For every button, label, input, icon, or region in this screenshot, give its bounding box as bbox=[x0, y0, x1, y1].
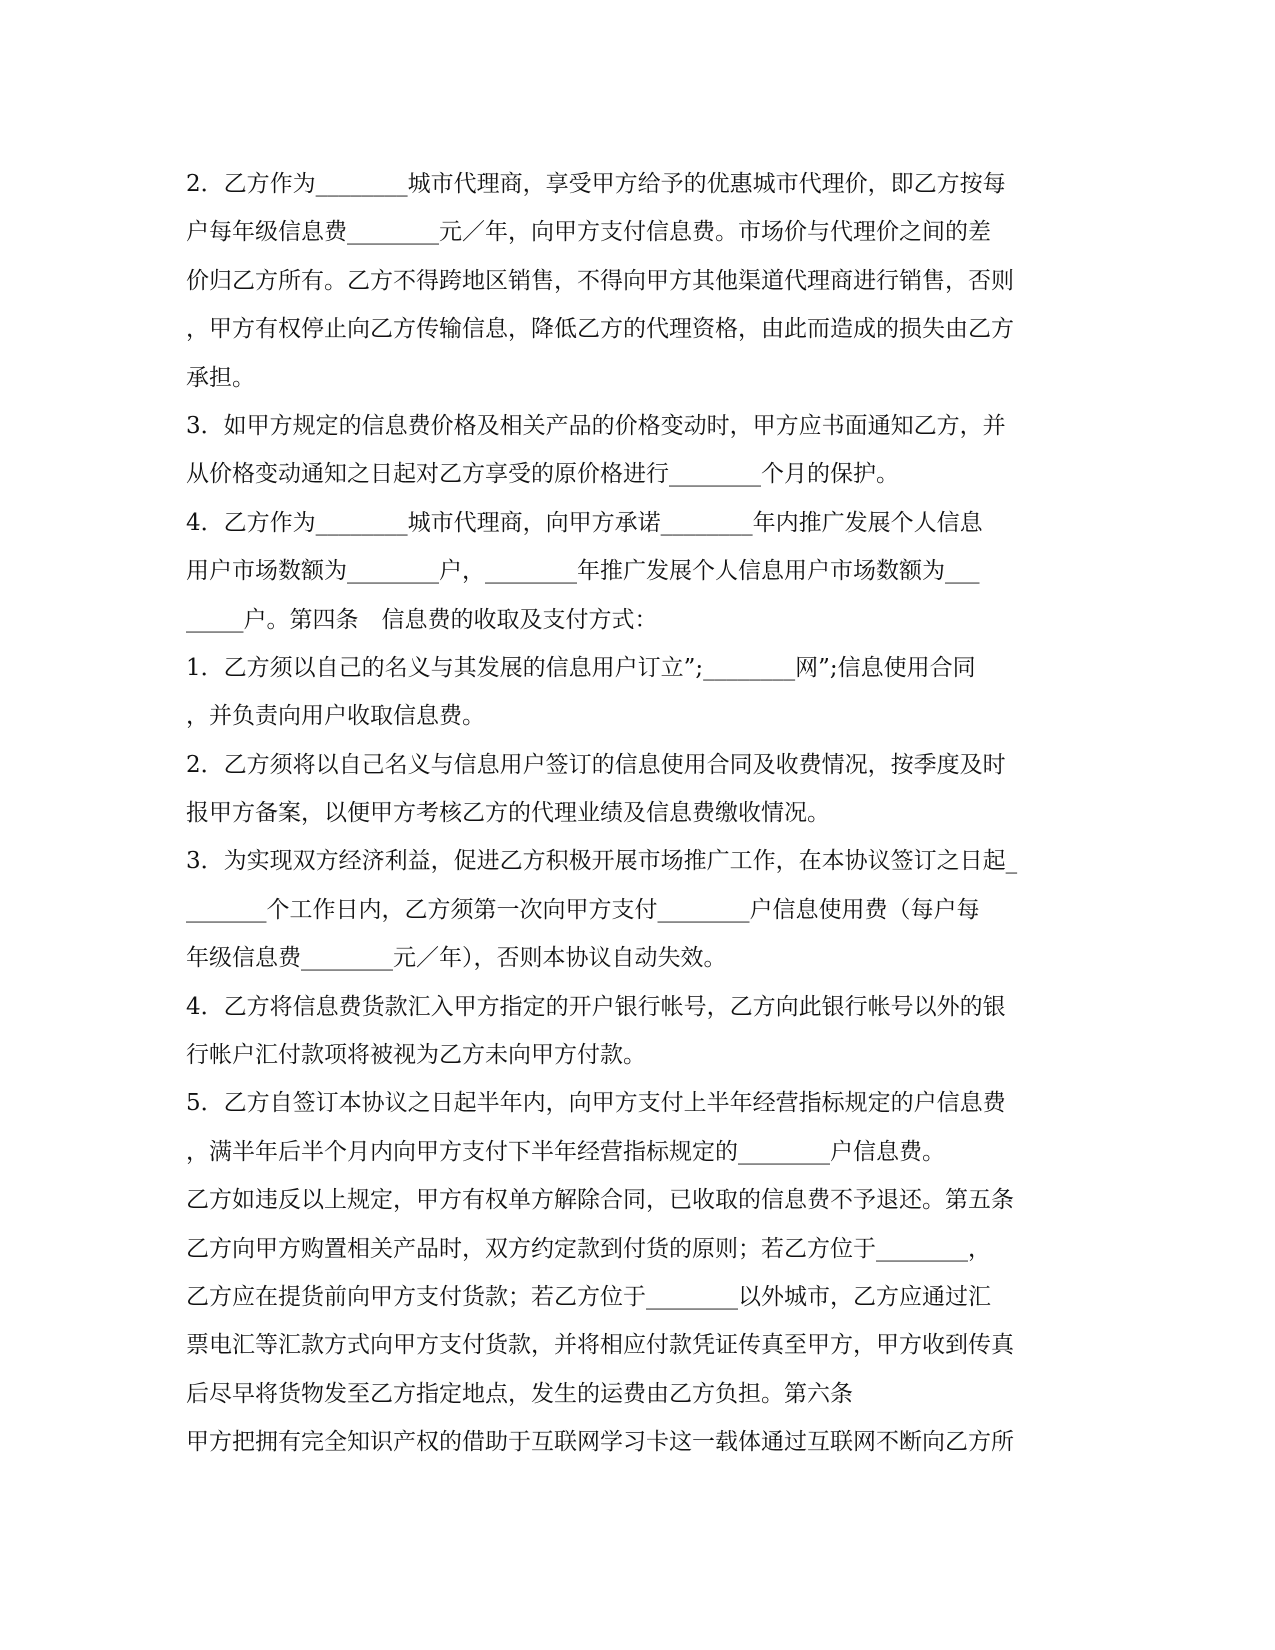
text-line: 2．乙方须将以自己名义与信息用户签订的信息使用合同及收费情况，按季度及时 bbox=[186, 751, 1006, 778]
text-line: 后尽早将货物发至乙方指定地点，发生的运费由乙方负担。第六条 bbox=[186, 1380, 853, 1407]
text-line: 行帐户汇付款项将被视为乙方未向甲方付款。 bbox=[186, 1042, 646, 1069]
text-line: ，并负责向用户收取信息费。 bbox=[186, 703, 485, 730]
text-line: 用户市场数额为________户，________年推广发展个人信息用户市场数额为___ bbox=[186, 558, 980, 585]
text-line: 1．乙方须以自己的名义与其发展的信息用户订立”;________网”;信息使用合同 bbox=[186, 654, 976, 681]
text-line: 乙方应在提货前向甲方支付货款；若乙方位于________以外城市，乙方应通过汇 bbox=[186, 1283, 991, 1310]
text-line: 价归乙方所有。乙方不得跨地区销售，不得向甲方其他渠道代理商进行销售，否则 bbox=[186, 267, 1014, 294]
text-line: 3．为实现双方经济利益，促进乙方积极开展市场推广工作，在本协议签订之日起_ bbox=[186, 848, 1018, 875]
text-line: 3．如甲方规定的信息费价格及相关产品的价格变动时，甲方应书面通知乙方，并 bbox=[186, 412, 1006, 439]
text-line: 报甲方备案，以便甲方考核乙方的代理业绩及信息费缴收情况。 bbox=[186, 800, 830, 827]
text-line: 5．乙方自签订本协议之日起半年内，向甲方支付上半年经营指标规定的户信息费 bbox=[186, 1090, 1006, 1117]
text-line: 乙方如违反以上规定，甲方有权单方解除合同，已收取的信息费不予退还。第五条 bbox=[186, 1187, 1014, 1214]
text-line: 甲方把拥有完全知识产权的借助于互联网学习卡这一载体通过互联网不断向乙方所 bbox=[186, 1429, 1014, 1456]
text-line: _______个工作日内，乙方须第一次向甲方支付________户信息使用费（每户每 bbox=[186, 896, 980, 923]
text-line: ，满半年后半个月内向甲方支付下半年经营指标规定的________户信息费。 bbox=[186, 1138, 945, 1165]
text-line: 户每年级信息费________元／年，向甲方支付信息费。市场价与代理价之间的差 bbox=[186, 219, 991, 246]
text-line: ，甲方有权停止向乙方传输信息，降低乙方的代理资格，由此而造成的损失由乙方 bbox=[186, 316, 1014, 343]
text-line: 年级信息费________元／年），否则本协议自动失效。 bbox=[186, 945, 727, 972]
text-line: 从价格变动通知之日起对乙方享受的原价格进行________个月的保护。 bbox=[186, 461, 899, 488]
contract-body-text bbox=[186, 160, 1086, 1467]
text-line: 承担。 bbox=[186, 364, 255, 391]
text-line: 乙方向甲方购置相关产品时，双方约定款到付货的原则；若乙方位于________， bbox=[186, 1235, 991, 1262]
text-line: 4．乙方将信息费货款汇入甲方指定的开户银行帐号，乙方向此银行帐号以外的银 bbox=[186, 993, 1006, 1020]
text-line: 2．乙方作为________城市代理商，享受甲方给予的优惠城市代理价，即乙方按每 bbox=[186, 171, 1006, 197]
text-line: _____户。第四条 信息费的收取及支付方式： bbox=[186, 606, 658, 633]
text-line: 4．乙方作为________城市代理商，向甲方承诺________年内推广发展个人信息 bbox=[186, 509, 983, 536]
text-line: 票电汇等汇款方式向甲方支付货款，并将相应付款凭证传真至甲方，甲方收到传真 bbox=[186, 1332, 1014, 1359]
